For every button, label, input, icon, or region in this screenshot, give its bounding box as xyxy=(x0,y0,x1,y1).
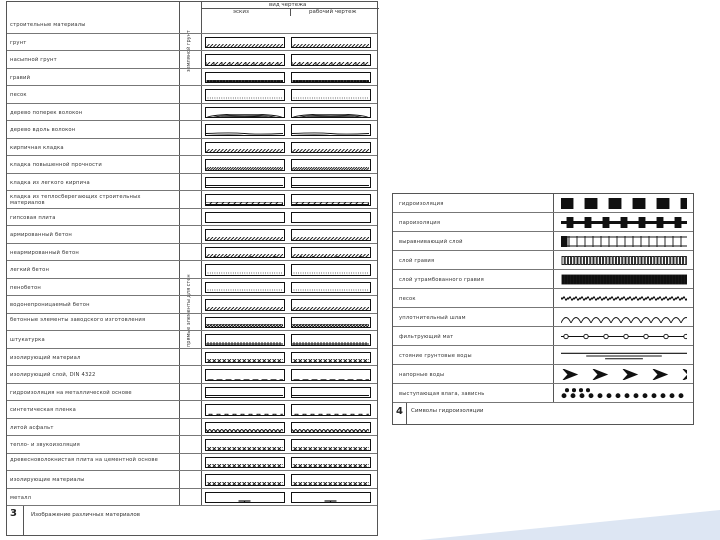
header-drawing-type: вид чертежа xyxy=(269,2,307,8)
working-symbol xyxy=(291,439,371,451)
working-symbol xyxy=(291,89,371,101)
sketch-symbol xyxy=(205,439,285,451)
hatch-pattern xyxy=(292,394,369,398)
working-symbol xyxy=(291,124,371,136)
material-label: изолирующий слой, DIN 4322 xyxy=(10,372,96,378)
symbol-label: уплотнительный шлам xyxy=(399,315,466,321)
working-symbol xyxy=(291,422,371,434)
hatch-pattern xyxy=(292,62,369,66)
material-label: кладка из теплосберегающих строительных материалов xyxy=(10,194,141,206)
decorative-shape xyxy=(380,500,720,540)
hatch-pattern xyxy=(292,464,369,468)
symbol-label: гидроизоляция xyxy=(399,201,444,207)
sketch-symbol xyxy=(205,387,285,399)
hatch-pattern xyxy=(292,324,369,328)
working-symbol xyxy=(291,107,371,119)
material-label: изолирующий материал xyxy=(10,354,81,361)
hatch-pattern xyxy=(206,184,283,188)
waterproofing-symbol xyxy=(561,293,687,304)
sketch-symbol xyxy=(205,142,285,154)
hatch-pattern xyxy=(292,377,369,381)
sketch-symbol xyxy=(205,89,285,101)
material-label: кладка из легкого кирпича xyxy=(10,179,90,186)
hatch-pattern xyxy=(206,62,283,66)
symbol-label: стояние грунтовые воды xyxy=(399,353,472,359)
hatch-pattern xyxy=(292,429,369,433)
sketch-symbol xyxy=(205,194,285,206)
working-symbol xyxy=(291,404,371,416)
caption-divider xyxy=(406,403,407,424)
hatch-pattern xyxy=(292,184,369,188)
hatch-pattern xyxy=(206,289,283,293)
hatch-pattern xyxy=(292,412,369,416)
hatch-pattern xyxy=(206,219,283,223)
working-symbol xyxy=(291,212,371,224)
hatch-pattern xyxy=(292,202,369,206)
hatch-pattern xyxy=(206,447,283,451)
working-symbol xyxy=(291,457,371,469)
hatch-pattern xyxy=(292,114,369,118)
figure-caption: Изображение различных материалов xyxy=(31,512,141,518)
hatch-pattern xyxy=(206,482,283,486)
hatch-pattern xyxy=(292,219,369,223)
working-symbol xyxy=(291,282,371,294)
hatch-pattern xyxy=(292,149,369,153)
hatch-pattern xyxy=(292,307,369,311)
waterproofing-symbol xyxy=(561,312,687,323)
hatch-pattern xyxy=(206,167,283,171)
hatch-pattern xyxy=(206,237,283,241)
hatch-pattern xyxy=(292,447,369,451)
working-symbol xyxy=(291,194,371,206)
waterproofing-symbol xyxy=(561,369,687,380)
working-symbol xyxy=(291,229,371,241)
material-label: изолирующие материалы xyxy=(10,477,85,483)
hatch-pattern xyxy=(206,342,283,346)
material-label: дерево вдоль волокон xyxy=(10,127,76,133)
sketch-symbol xyxy=(205,229,285,241)
working-symbol xyxy=(291,247,371,259)
material-label: армированный бетон xyxy=(10,232,72,238)
materials-table xyxy=(6,1,378,536)
waterproofing-symbol xyxy=(561,255,687,266)
symbol-label: песок xyxy=(399,296,416,302)
symbol-label: фильтрующий мат xyxy=(399,334,454,340)
column-divider xyxy=(290,8,291,16)
working-symbol xyxy=(291,54,371,66)
sketch-symbol xyxy=(205,264,285,276)
waterproofing-symbol xyxy=(561,198,687,209)
sketch-symbol xyxy=(205,457,285,469)
symbol-label: слой утрамбованного гравия xyxy=(399,277,484,283)
hatch-pattern xyxy=(206,114,283,118)
hatch-pattern xyxy=(292,359,369,363)
hatch-pattern xyxy=(206,307,283,311)
hatch-pattern xyxy=(292,482,369,486)
sketch-symbol xyxy=(205,54,285,66)
hatch-pattern xyxy=(292,237,369,241)
sketch-symbol xyxy=(205,317,285,329)
material-label: кладка повышенной прочности xyxy=(10,162,102,168)
symbol-label: выступающая влага, зависнь xyxy=(399,391,485,397)
working-symbol xyxy=(291,72,371,84)
hatch-pattern xyxy=(292,342,369,346)
hatch-pattern xyxy=(206,429,283,433)
waterproofing-symbol xyxy=(561,350,687,361)
working-symbol xyxy=(291,37,371,49)
hatch-pattern xyxy=(292,44,369,48)
waterproofing-table xyxy=(392,193,694,425)
hatch-pattern xyxy=(206,254,283,258)
hatch-pattern xyxy=(206,412,283,416)
hatch-pattern xyxy=(206,464,283,468)
material-label: неармированный бетон xyxy=(10,249,79,256)
hatch-pattern xyxy=(206,324,283,328)
material-label: насыпной грунт xyxy=(10,57,57,63)
working-symbol xyxy=(291,299,371,311)
material-label: металл xyxy=(10,494,32,501)
group-label-soil: земляной грунт xyxy=(186,30,192,72)
hatch-pattern xyxy=(206,394,283,398)
sketch-symbol xyxy=(205,492,285,504)
sketch-symbol xyxy=(205,404,285,416)
figure-caption: Символы гидроизоляции xyxy=(411,408,484,414)
sketch-symbol xyxy=(205,299,285,311)
hatch-pattern xyxy=(206,132,283,136)
working-symbol xyxy=(291,492,371,504)
material-label: гравий xyxy=(10,74,31,81)
symbol-label: слой гравия xyxy=(399,258,435,264)
waterproofing-symbol xyxy=(561,236,687,247)
hatch-pattern xyxy=(292,167,369,171)
hatch-pattern xyxy=(292,132,369,136)
waterproofing-symbol xyxy=(561,274,687,285)
sketch-symbol xyxy=(205,212,285,224)
hatch-pattern xyxy=(206,272,283,276)
hatch-pattern xyxy=(292,97,369,101)
sketch-symbol xyxy=(205,107,285,119)
material-label: грунт xyxy=(10,39,27,46)
sketch-symbol xyxy=(205,124,285,136)
figure-number: 3 xyxy=(10,508,17,519)
hatch-pattern xyxy=(206,359,283,363)
header-working-drawing: рабочий чертеж xyxy=(309,9,357,15)
symbol-label: выравнивающий слой xyxy=(399,239,463,245)
working-symbol xyxy=(291,177,371,189)
working-symbol xyxy=(291,474,371,486)
symbol-label: напорные воды xyxy=(399,372,445,378)
sketch-symbol xyxy=(205,37,285,49)
material-label: пенобетон xyxy=(10,284,41,291)
hatch-pattern xyxy=(206,149,283,153)
hatch-pattern xyxy=(206,377,283,381)
material-label: дерево поперек волокон xyxy=(10,109,83,116)
working-symbol xyxy=(291,334,371,346)
material-label: легкий бетон xyxy=(10,267,50,273)
hatch-pattern xyxy=(292,254,369,258)
material-label: тепло- и звукоизоляция xyxy=(10,442,80,448)
hatch-pattern xyxy=(292,79,369,83)
material-label: строительные материалы xyxy=(10,22,86,28)
working-symbol xyxy=(291,264,371,276)
hatch-pattern xyxy=(206,202,283,206)
working-symbol xyxy=(291,159,371,171)
sketch-symbol xyxy=(205,72,285,84)
material-label: древесноволокнистая плита на цементной основе xyxy=(10,456,158,463)
material-label: литой асфальт xyxy=(10,424,54,431)
material-label: кирпичная кладка xyxy=(10,144,64,151)
working-symbol xyxy=(291,387,371,399)
sketch-symbol xyxy=(205,422,285,434)
header-sketch: эскиз xyxy=(233,9,249,15)
group-label-walls: прямые элементы для стен xyxy=(186,274,192,347)
hatch-pattern xyxy=(292,289,369,293)
sketch-symbol xyxy=(205,369,285,381)
figure-number: 4 xyxy=(396,406,403,417)
material-label: песок xyxy=(10,92,27,98)
material-label: водонепроницаемый бетон xyxy=(10,302,90,308)
working-symbol xyxy=(291,369,371,381)
hatch-pattern xyxy=(206,79,283,83)
working-symbol xyxy=(291,317,371,329)
waterproofing-symbol xyxy=(561,331,687,342)
material-label: гидроизоляция на металлической основе xyxy=(10,389,132,396)
hatch-pattern xyxy=(206,44,283,48)
hatch-pattern xyxy=(292,272,369,276)
caption-divider xyxy=(23,506,24,535)
hatch-pattern xyxy=(206,499,283,503)
sketch-symbol xyxy=(205,282,285,294)
hatch-pattern xyxy=(292,499,369,503)
sketch-symbol xyxy=(205,352,285,364)
material-label: бетонные элементы заводского изготовления xyxy=(10,316,146,323)
working-symbol xyxy=(291,352,371,364)
working-symbol xyxy=(291,142,371,154)
hatch-pattern xyxy=(206,97,283,101)
waterproofing-symbol xyxy=(561,217,687,228)
symbol-label: пароизоляция xyxy=(399,220,441,226)
sketch-symbol xyxy=(205,334,285,346)
material-label: штукатурка xyxy=(10,337,45,343)
sketch-symbol xyxy=(205,177,285,189)
material-label: гипсовая плита xyxy=(10,214,56,221)
sketch-symbol xyxy=(205,159,285,171)
material-label: синтетическая пленка xyxy=(10,407,77,413)
sketch-symbol xyxy=(205,247,285,259)
waterproofing-symbol xyxy=(561,388,687,399)
sketch-symbol xyxy=(205,474,285,486)
